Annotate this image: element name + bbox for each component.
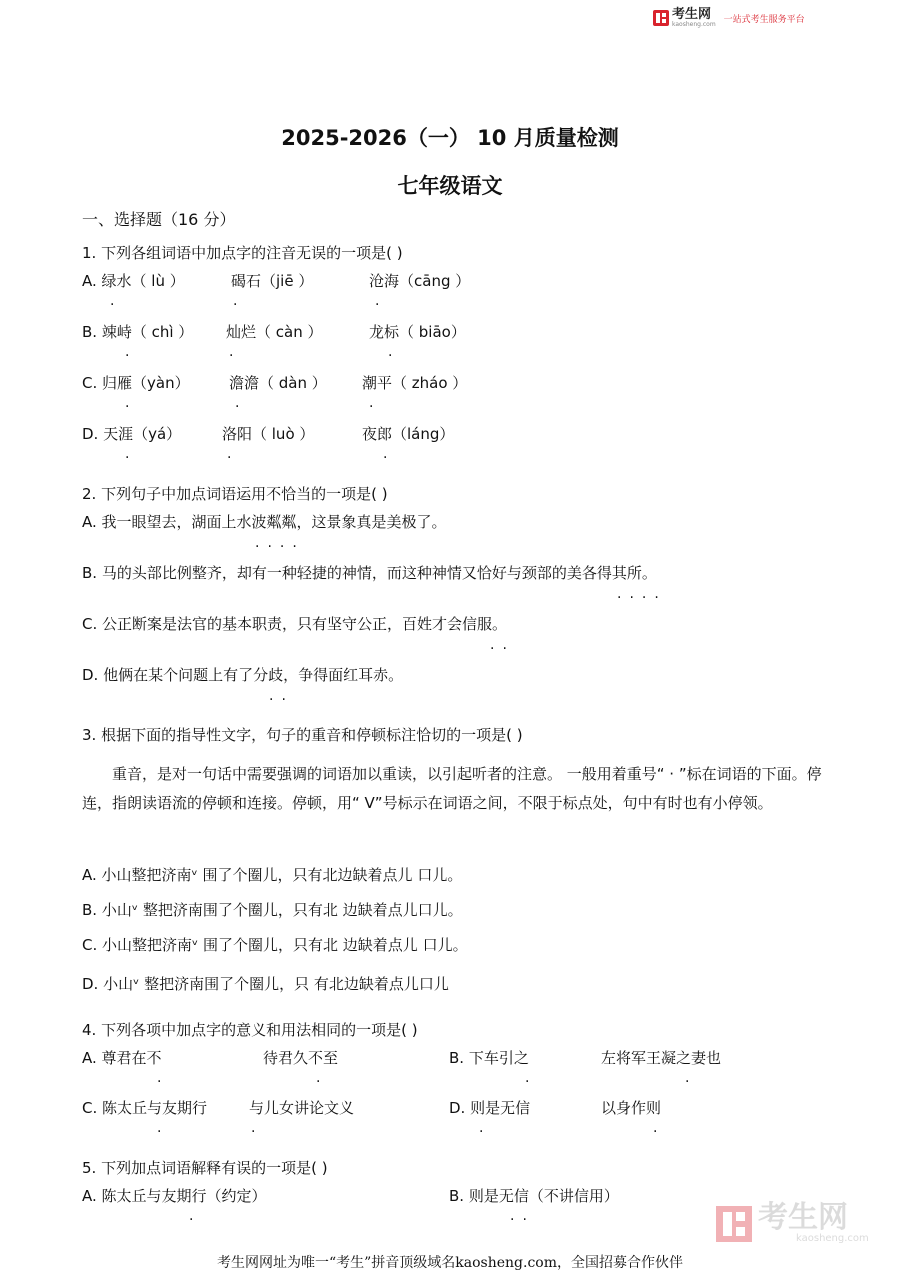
question-2-stem: 2. 下列句子中加点词语运用不恰当的一项是( ) — [82, 485, 388, 503]
q4-option-d-2: 以身作则 — [601, 1099, 662, 1117]
emphasis-dot: · — [125, 450, 130, 466]
q1-option-b-3: 龙标（ biāo） — [369, 323, 466, 341]
emphasis-dots: ···· — [255, 539, 305, 555]
emphasis-dot: · — [479, 1124, 484, 1140]
q2-option-c: C. 公正断案是法官的基本职责，只有坚守公正，百姓才会信服。 — [82, 615, 508, 633]
kaosheng-logo-icon — [653, 10, 669, 26]
q1-option-a-1: A. 绿水（ lù ） — [82, 272, 185, 290]
emphasis-dot: · — [189, 1212, 194, 1228]
emphasis-dot: · — [233, 297, 238, 313]
emphasis-dot: · — [685, 1074, 690, 1090]
q4-option-c-2: 与儿女讲论文义 — [249, 1099, 355, 1117]
q3-passage: 重音，是对一句话中需要强调的词语加以重读，以引起听者的注意。 一般用着重号“ · ”标在词语的下面。停连，指朗读语流的停顿和连接。停顿，用“ V”号标示在词语之间，不限于标点处，句中有时也有小停领。 — [82, 765, 822, 812]
site-logo[interactable] — [653, 7, 805, 29]
q4-option-a-1: A. 尊君在不 — [82, 1049, 162, 1067]
kaosheng-watermark-icon — [716, 1206, 752, 1242]
emphasis-dot: · — [251, 1124, 256, 1140]
q3-option-a: A. 小山整把济南ᵛ 围了个圈儿，只有北边缺着点儿 口儿。 — [82, 866, 463, 884]
section-heading: 一、选择题（16 分） — [82, 210, 236, 229]
watermark-text: 考生网 — [758, 1200, 848, 1235]
emphasis-dot: · — [229, 348, 234, 364]
page-subtitle: 七年级语文 — [397, 174, 503, 198]
q1-option-d-3: 夜郎（láng） — [362, 425, 455, 443]
q1-option-d-1: D. 天涯（yá） — [82, 425, 182, 443]
emphasis-dots: ···· — [617, 590, 667, 606]
q4-option-d-1: D. 则是无信 — [449, 1099, 531, 1117]
emphasis-dot: · — [369, 399, 374, 415]
q4-option-c-1: C. 陈太丘与友期行 — [82, 1099, 208, 1117]
q1-option-a-3: 沧海（cāng ） — [369, 272, 471, 290]
q1-option-d-2: 洛阳（ luò ） — [222, 425, 315, 443]
question-1-stem: 1. 下列各组词语中加点字的注音无误的一项是( ) — [82, 244, 403, 262]
q2-option-b: B. 马的头部比例整齐，却有一种轻捷的神情，而这种神情又恰好与颈部的美各得其所。 — [82, 564, 657, 582]
emphasis-dot: · — [157, 1074, 162, 1090]
q3-option-d: D. 小山ᵛ 整把济南围了个圈儿，只 有北边缺着点儿口儿 — [82, 975, 449, 993]
emphasis-dots: ·· — [269, 692, 294, 708]
q3-option-c: C. 小山整把济南ᵛ 围了个圈儿，只有北 边缺着点儿 口儿。 — [82, 936, 468, 954]
emphasis-dot: · — [653, 1124, 658, 1140]
question-3-stem: 3. 根据下面的指导性文字，句子的重音和停顿标注恰切的一项是( ) — [82, 726, 523, 744]
q4-option-a-2: 待君久不至 — [263, 1049, 339, 1067]
emphasis-dot: · — [235, 399, 240, 415]
q3-option-b: B. 小山ᵛ 整把济南围了个圈儿，只有北 边缺着点儿口儿。 — [82, 901, 463, 919]
logo-name: 考生网 — [672, 7, 712, 22]
emphasis-dots: ·· — [510, 1212, 535, 1228]
q1-option-c-3: 潮平（ zháo ） — [362, 374, 468, 392]
emphasis-dot: · — [383, 450, 388, 466]
q1-option-b-1: B. 竦峙（ chì ） — [82, 323, 194, 341]
q5-option-b: B. 则是无信（不讲信用） — [449, 1187, 619, 1205]
q5-option-a: A. 陈太丘与友期行（约定） — [82, 1187, 267, 1205]
emphasis-dot: · — [157, 1124, 162, 1140]
emphasis-dot: · — [525, 1074, 530, 1090]
q1-option-c-1: C. 归雁（yàn） — [82, 374, 190, 392]
logo-tagline: 一站式考生服务平台 — [723, 14, 805, 25]
q1-option-b-2: 灿烂（ càn ） — [226, 323, 323, 341]
emphasis-dot: · — [227, 450, 232, 466]
emphasis-dot: · — [388, 348, 393, 364]
logo-domain: kaosheng.com — [672, 21, 716, 28]
q1-option-c-2: 澹澹（ dàn ） — [229, 374, 327, 392]
q4-option-b-1: B. 下车引之 — [449, 1049, 529, 1067]
emphasis-dot: · — [110, 297, 115, 313]
watermark — [716, 1200, 869, 1244]
page-footer: 考生网网址为唯一“考生”拼音顶级域名kaosheng.com，全国招募合作伙伴 — [216, 1255, 684, 1271]
q4-option-b-2: 左将军王凝之妻也 — [601, 1049, 722, 1067]
question-5-stem: 5. 下列加点词语解释有误的一项是( ) — [82, 1159, 328, 1177]
emphasis-dots: ·· — [490, 641, 515, 657]
watermark-domain: kaosheng.com — [796, 1233, 869, 1244]
emphasis-dot: · — [125, 399, 130, 415]
page-title: 2025-2026（一） 10 月质量检测 — [281, 126, 619, 150]
emphasis-dot: · — [125, 348, 130, 364]
emphasis-dot: · — [375, 297, 380, 313]
question-4-stem: 4. 下列各项中加点字的意义和用法相同的一项是( ) — [82, 1021, 418, 1039]
q2-option-d: D. 他俩在某个问题上有了分歧，争得面红耳赤。 — [82, 666, 404, 684]
q1-option-a-2: 碣石（jiē ） — [231, 272, 314, 290]
emphasis-dot: · — [316, 1074, 321, 1090]
q2-option-a: A. 我一眼望去，湖面上水波粼粼，这景象真是美极了。 — [82, 513, 447, 531]
